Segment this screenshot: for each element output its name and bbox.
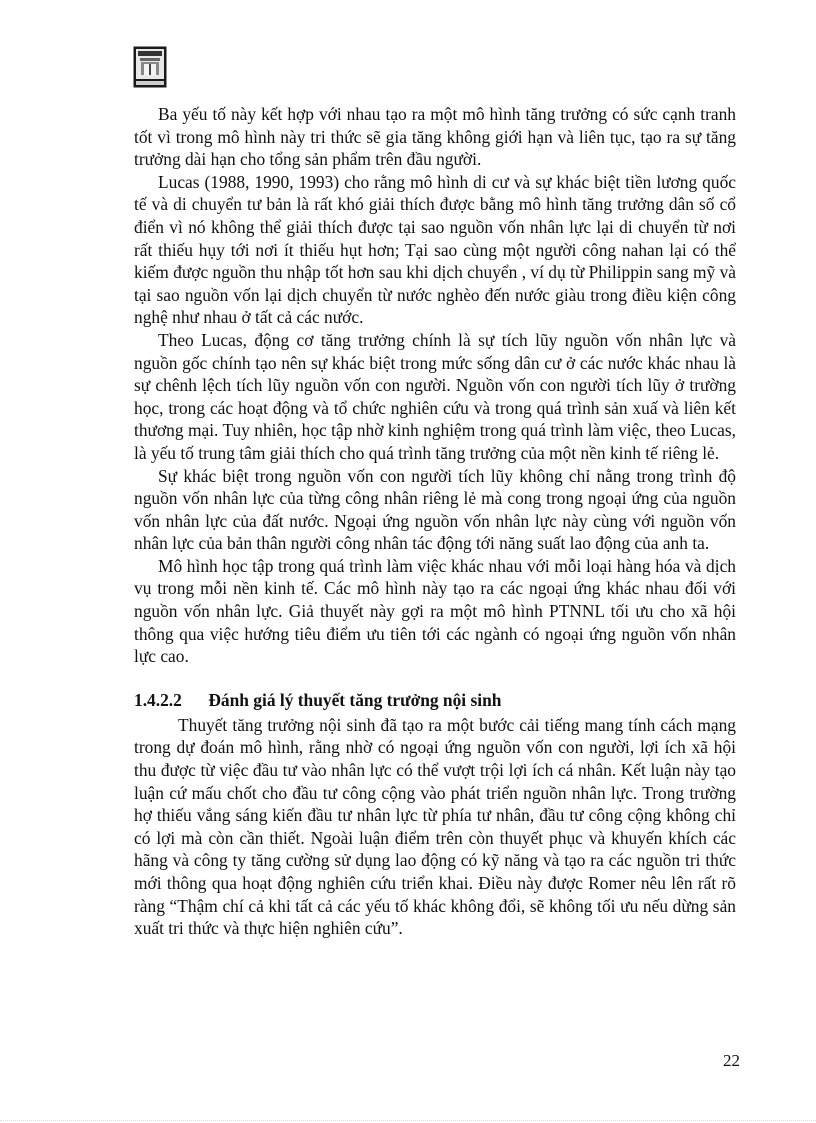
section-title: Đánh giá lý thuyết tăng trưởng nội sinh [208, 689, 502, 710]
paragraph: Sự khác biệt trong nguồn vốn con người tích lũy không chỉ nằng trong trình độ nguồn vốn nhân lực của từng công nhân riêng lẻ mà cong trong ngoại ứng của nguồn vốn nhân lực của đất nước. Ngoại ứng nguồn vốn nhân lực này cùng với nguồn vốn nhân lực của bản thân người công nhân tác động tới năng suất lao động của anh ta. [134, 465, 736, 554]
section-number: 1.4.2.2 [134, 689, 182, 710]
page-bottom-divider [0, 1120, 816, 1121]
paragraph: Thuyết tăng trưởng nội sinh đã tạo ra một bước cải tiếng mang tính cách mạng trong dự đoán mô hình, rằng nhờ có ngoại ứng nguồn vốn con người, lợi ích xã hội thu được từ việc đầu tư vào nhân lực có thể vượt trội lợi ích cá nhân. Kết luận này tạo luận cứ mấu chốt cho đầu tư công cộng vào phát triển nguồn nhân lực. Trong trường hợ thiếu vắng sáng kiến đầu tư nhân lực từ phía tư nhân, đầu tư công cộng không chỉ có lợi mà còn cần thiết. Ngoài luận điểm trên còn thuyết phục và khuyến khích các hãng và công ty tăng cường sử dụng lao động có kỹ năng và tạo ra các nguồn tri thức mới thông qua hoạt động nghiên cứu triển khai. Điều này được Romer nêu lên rất rõ ràng “Thậm chí cả khi tất cả các yếu tố khác không đổi, sẽ không tối ưu nếu dừng sản xuất tri thức và thực hiện nghiên cứu”. [134, 714, 736, 939]
page-body [134, 103, 736, 940]
paragraph: Lucas (1988, 1990, 1993) cho rằng mô hình di cư và sự khác biệt tiền lương quốc tế và di chuyển tư bản là rất khó giải thích được bằng mô hình tăng trưởng dân số cổ điển vì nó không thể giải thích được tại sao nguồn vốn nhân lực lại di chuyển từ nơi rất thiếu hụy tới nơi ít thiếu hụt hơn; Tại sao cùng một người công nahan lại có thể kiếm được nguồn thu nhập tốt hơn sau khi dịch chuyển , ví dụ từ Philippin sang mỹ và tại sao nguồn vốn lại dịch chuyển từ nước nghèo đến nước giàu trong điều kiện công nghệ như nhau ở tất cả các nước. [134, 171, 736, 328]
paragraph: Mô hình học tập trong quá trình làm việc khác nhau với mỗi loại hàng hóa và dịch vụ trong mỗi nền kinh tế. Các mô hình này tạo ra các ngoại ứng khác nhau đối với nguồn vốn nhân lực. Giả thuyết này gợi ra một mô hình PTNNL tối ưu cho xã hội thông qua việc hướng tiêu điểm ưu tiên tới các ngành có ngoại ứng nguồn vốn nhân lực cao. [134, 555, 736, 667]
book-logo-icon [133, 46, 167, 88]
section-heading [134, 688, 736, 712]
paragraph: Ba yếu tố này kết hợp với nhau tạo ra một mô hình tăng trưởng có sức cạnh tranh tốt vì trong mô hình này tri thức sẽ gia tăng không giới hạn và liên tục, tạo ra sự tăng trưởng dài hạn cho tổng sản phẩm trên đầu người. [134, 104, 736, 170]
page-number: 22 [723, 1051, 740, 1070]
paragraph: Theo Lucas, động cơ tăng trưởng chính là sự tích lũy nguồn vốn nhân lực và nguồn gốc chính tạo nên sự khác biệt trong mức sống dân cư ở các nước khác nhau là sự chênh lệch tích lũy nguồn vốn con người. Nguồn vốn con người tích lũy ở trường học, trong các hoạt động và tổ chức nghiên cứu và trong quá trình sản xuấ và liên kết thương mại. Tuy nhiên, học tập nhờ kinh nghiệm trong quá trình làm việc, theo Lucas, là yếu tố trung tâm giải thích cho quá trình tăng trưởng của một nền kinh tế riêng lẻ. [134, 329, 736, 463]
